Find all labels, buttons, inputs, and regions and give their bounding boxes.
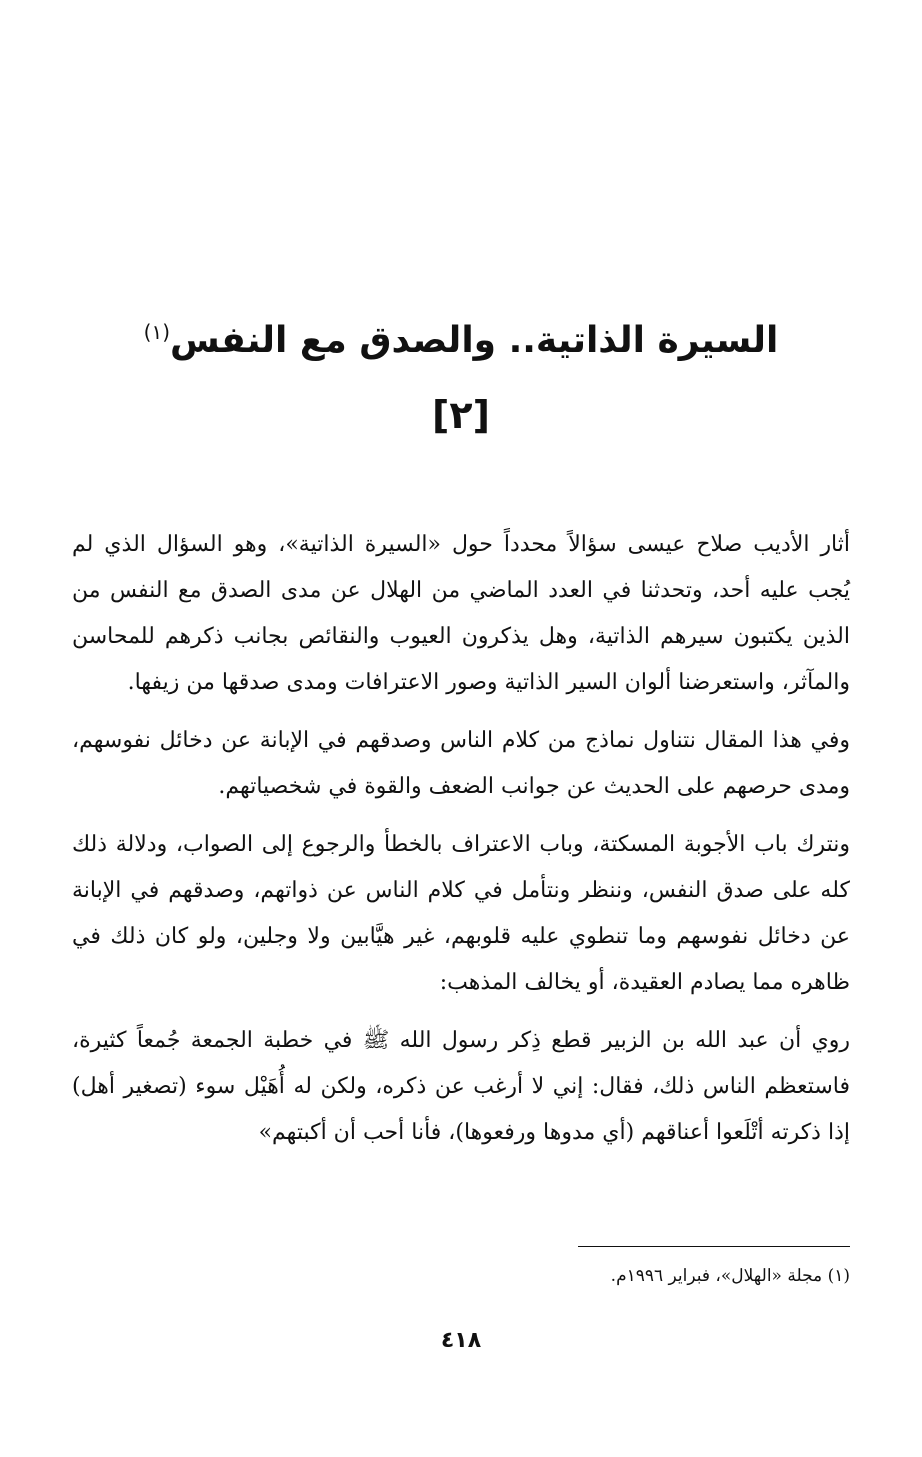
footnote-mark: (١) xyxy=(827,1266,850,1286)
footnote xyxy=(250,1263,850,1289)
chapter-title xyxy=(80,318,842,365)
chapter-title-text: السيرة الذاتية.. والصدق مع النفس xyxy=(170,320,779,361)
page-number: ٤١٨ xyxy=(440,1328,482,1353)
footnote-text: مجلة «الهلال»، فبراير ١٩٩٦م. xyxy=(610,1266,823,1286)
part-number: [٢] xyxy=(432,392,490,437)
paragraph-2: وفي هذا المقال نتناول نماذج من كلام الناس وصدقهم في الإبانة عن دخائل نفوسهم، ومدى حرصهم على الحديث عن جوانب الضعف والقوة في شخصياتهم. xyxy=(72,728,850,799)
paragraph-4: روي أن عبد الله بن الزبير قطع ذِكر رسول الله ﷺ في خطبة الجمعة جُمعاً كثيرة، فاستعظم الناس ذلك، فقال: إني لا أرغب عن ذكره، ولكن له أُهَيْل سوء (تصغير أهل) إذا ذكرته أتْلَعوا أعناقهم (أي مدوها ورفعوها)، فأنا أحب أن أكبتهم» xyxy=(72,1028,850,1145)
body-text xyxy=(72,522,850,1168)
chapter-heading xyxy=(80,318,842,438)
footnote-divider xyxy=(578,1246,850,1247)
paragraph-1: أثار الأديب صلاح عيسى سؤالاً محدداً حول «السيرة الذاتية»، وهو السؤال الذي لم يُجب عليه أحد، وتحدثنا في العدد الماضي من الهلال عن مدى الصدق مع النفس من الذين يكتبون سيرهم الذاتية، وهل يذكرون العيوب والنقائص بجانب ذكرهم للمحاسن والمآثر، واستعرضنا ألوان السير الذاتية وصور الاعترافات ومدى صدقها من زيفها. xyxy=(72,532,850,695)
footnote-reference: (١) xyxy=(143,320,171,344)
paragraph-3: ونترك باب الأجوبة المسكتة، وباب الاعتراف بالخطأ والرجوع إلى الصواب، ودلالة ذلك كله على صدق النفس، وننظر ونتأمل في كلام الناس عن ذواتهم، وصدقهم في الإبانة عن دخائل نفوسهم وما تنطوي عليه قلوبهم، غير هيَّابين ولا وجلين، ولو كان ذلك في ظاهره مما يصادم العقيدة، أو يخالف المذهب: xyxy=(72,832,850,995)
